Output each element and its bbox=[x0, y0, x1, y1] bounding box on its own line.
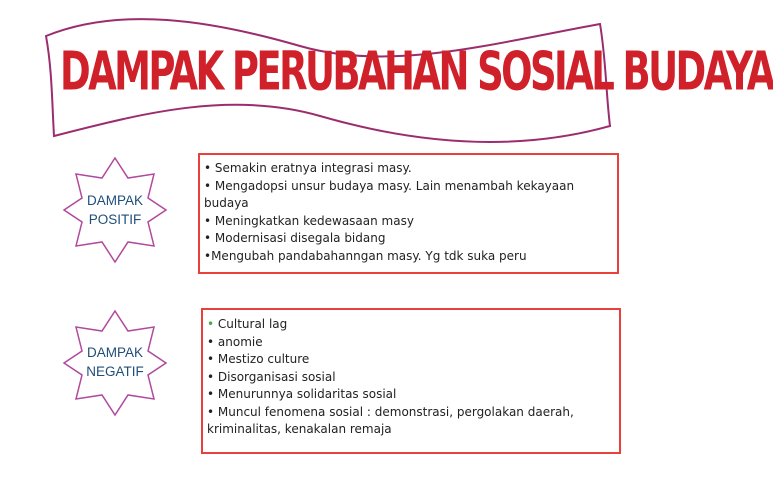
list-item: budaya bbox=[204, 196, 249, 210]
page-title: DAMPAK PERUBAHAN SOSIAL BUDAYA bbox=[60, 40, 773, 103]
positive-impact-box bbox=[198, 153, 619, 274]
star-positif-label-line1: DAMPAK bbox=[86, 193, 143, 208]
list-item: • Mestizo culture bbox=[207, 352, 310, 366]
list-item: kriminalitas, kenakalan remaja bbox=[207, 422, 392, 436]
list-item: • anomie bbox=[207, 334, 263, 349]
list-item: • Mengadopsi unsur budaya masy. Lain menambah kekayaan bbox=[204, 178, 575, 193]
negative-impact-box bbox=[201, 308, 621, 454]
list-item: • Disorganisasi sosial bbox=[207, 369, 336, 384]
list-item: • Semakin eratnya integrasi masy. bbox=[204, 161, 412, 175]
list-item: • Menurunnya solidaritas sosial bbox=[207, 387, 397, 401]
list-item: • Modernisasi disegala bidang bbox=[204, 231, 386, 245]
star-positif bbox=[62, 156, 168, 264]
star-negatif-label-line1: DAMPAK bbox=[86, 345, 143, 360]
title-banner bbox=[40, 14, 773, 154]
list-item bbox=[207, 316, 611, 334]
star-positif-label-line2: POSITIF bbox=[88, 212, 142, 227]
list-item-text: Cultural lag bbox=[214, 317, 288, 331]
green-bullet-icon: • bbox=[207, 317, 215, 331]
list-item: • Meningkatkan kedewasaan masy bbox=[204, 213, 414, 228]
list-item: • Muncul fenomena sosial : demonstrasi, pergolakan daerah, bbox=[207, 404, 574, 419]
star-negatif bbox=[62, 309, 168, 417]
star-negatif-label-line2: NEGATIF bbox=[86, 364, 144, 379]
list-item: •Mengubah pandabahanngan masy. Yg tdk suka peru bbox=[204, 248, 527, 263]
